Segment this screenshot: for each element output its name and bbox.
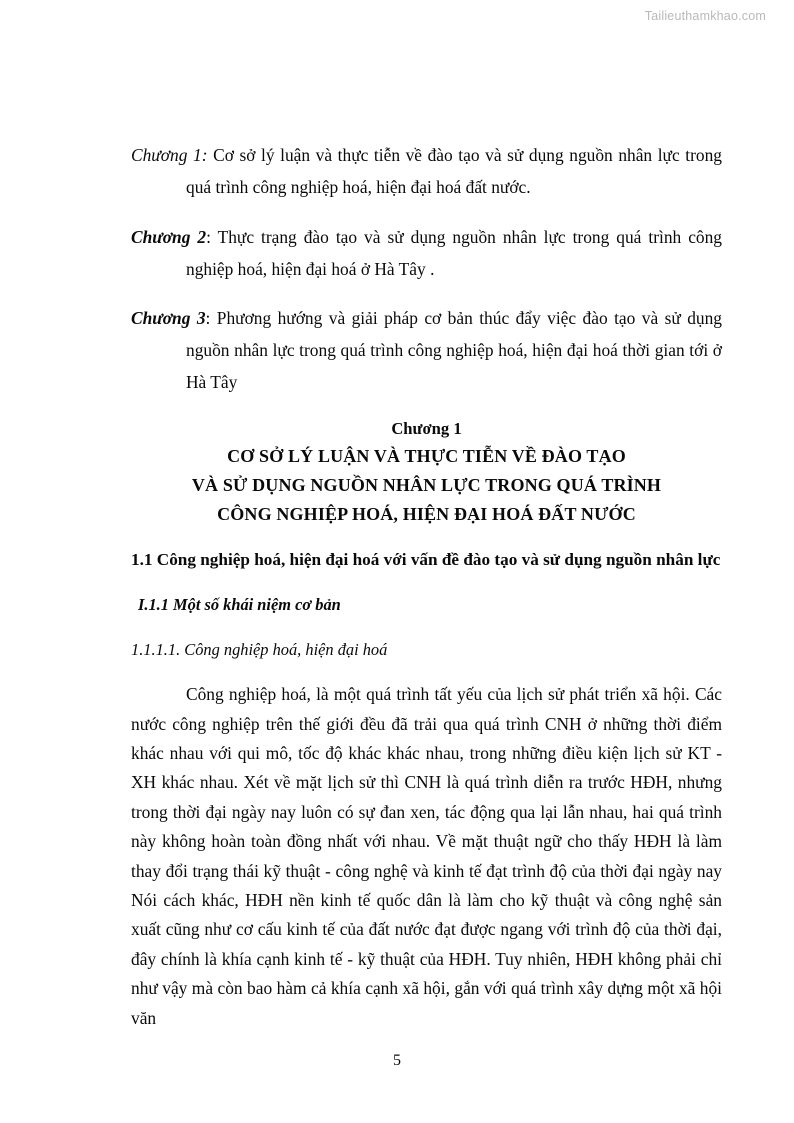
chapter-outline-item-text: : Thực trạng đào tạo và sử dụng nguồn nhân lực trong quá trình công nghiệp hoá, hiện đại hoá ở Hà Tây .	[186, 226, 722, 279]
page-content	[131, 122, 722, 1050]
section-heading-1-1: 1.1 Công nghiệp hoá, hiện đại hoá với vấn đề đào tạo và sử dụng nguồn nhân lực	[131, 550, 721, 570]
watermark: Tailieuthamkhao.com	[644, 9, 766, 23]
chapter-title-line: VÀ SỬ DỤNG NGUỒN NHÂN LỰC TRONG QUÁ TRÌNH	[191, 475, 662, 496]
chapter-title-line: CƠ SỞ LÝ LUẬN VÀ THỰC TIỄN VỀ ĐÀO TẠO	[227, 446, 626, 467]
chapter-outline-item	[131, 139, 722, 203]
chapter-number: Chương 1	[391, 419, 462, 439]
chapter-outline-item	[131, 302, 722, 398]
chapter-outline-item-text: Cơ sở lý luận và thực tiễn về đào tạo và sử dụng nguồn nhân lực trong quá trình công nghiệp hoá, hiện đại hoá đất nước.	[186, 145, 722, 198]
subsection-heading-1-1-1: I.1.1 Một số khái niệm cơ bản	[138, 595, 341, 615]
chapter-heading	[131, 415, 722, 529]
chapter-outline-item-lead: Chương 3	[131, 308, 206, 329]
subsubsection-heading-1-1-1-1: 1.1.1.1. Công nghiệp hoá, hiện đại hoá	[131, 639, 388, 659]
body-paragraph: Công nghiệp hoá, là một quá trình tất yếu của lịch sử phát triển xã hội. Các nước công nghiệp trên thế giới đều đã trải qua quá trình CNH ở những thời điểm khác nhau với qui mô, tốc độ khác khác nhau, trong những điều kiện lịch sử KT - XH khác nhau. Xét về mặt lịch sử thì CNH là quá trình diễn ra trước HĐH, nhưng trong thời đại ngày nay luôn có sự đan xen, tác động qua lại lẫn nhau, hai quá trình này không hoàn toàn đồng nhất với nhau. Về mặt thuật ngữ cho thấy HĐH là làm thay đổi trạng thái kỹ thuật - công nghệ và kinh tế đạt trình độ của thời đại ngày nay Nói cách khác, HĐH nền kinh tế quốc dân là làm cho kỹ thuật và công nghệ sản xuất cũng như cơ cấu kinh tế của đất nước đạt được ngang với trình độ của thời đại, đây chính là khía cạnh kinh tế - kỹ thuật của HĐH. Tuy nhiên, HĐH không phải chỉ như vậy mà còn bao hàm cả khía cạnh xã hội, gắn với quá trình xây dựng một xã hội văn	[131, 684, 722, 1028]
page-number: 5	[393, 1052, 401, 1069]
chapter-outline-item-lead: Chương 2	[131, 226, 207, 247]
chapter-outline-list	[131, 139, 722, 398]
chapter-outline-item-lead: Chương 1:	[131, 145, 208, 166]
chapter-title-line: CÔNG NGHIỆP HOÁ, HIỆN ĐẠI HOÁ ĐẤT NƯỚC	[217, 504, 636, 525]
chapter-outline-item-text: : Phương hướng và giải pháp cơ bản thúc đẩy việc đào tạo và sử dụng nguồn nhân lực trong quá trình công nghiệp hoá, hiện đại hoá thời gian tới ở Hà Tây	[186, 308, 723, 393]
chapter-outline-item	[131, 221, 722, 285]
